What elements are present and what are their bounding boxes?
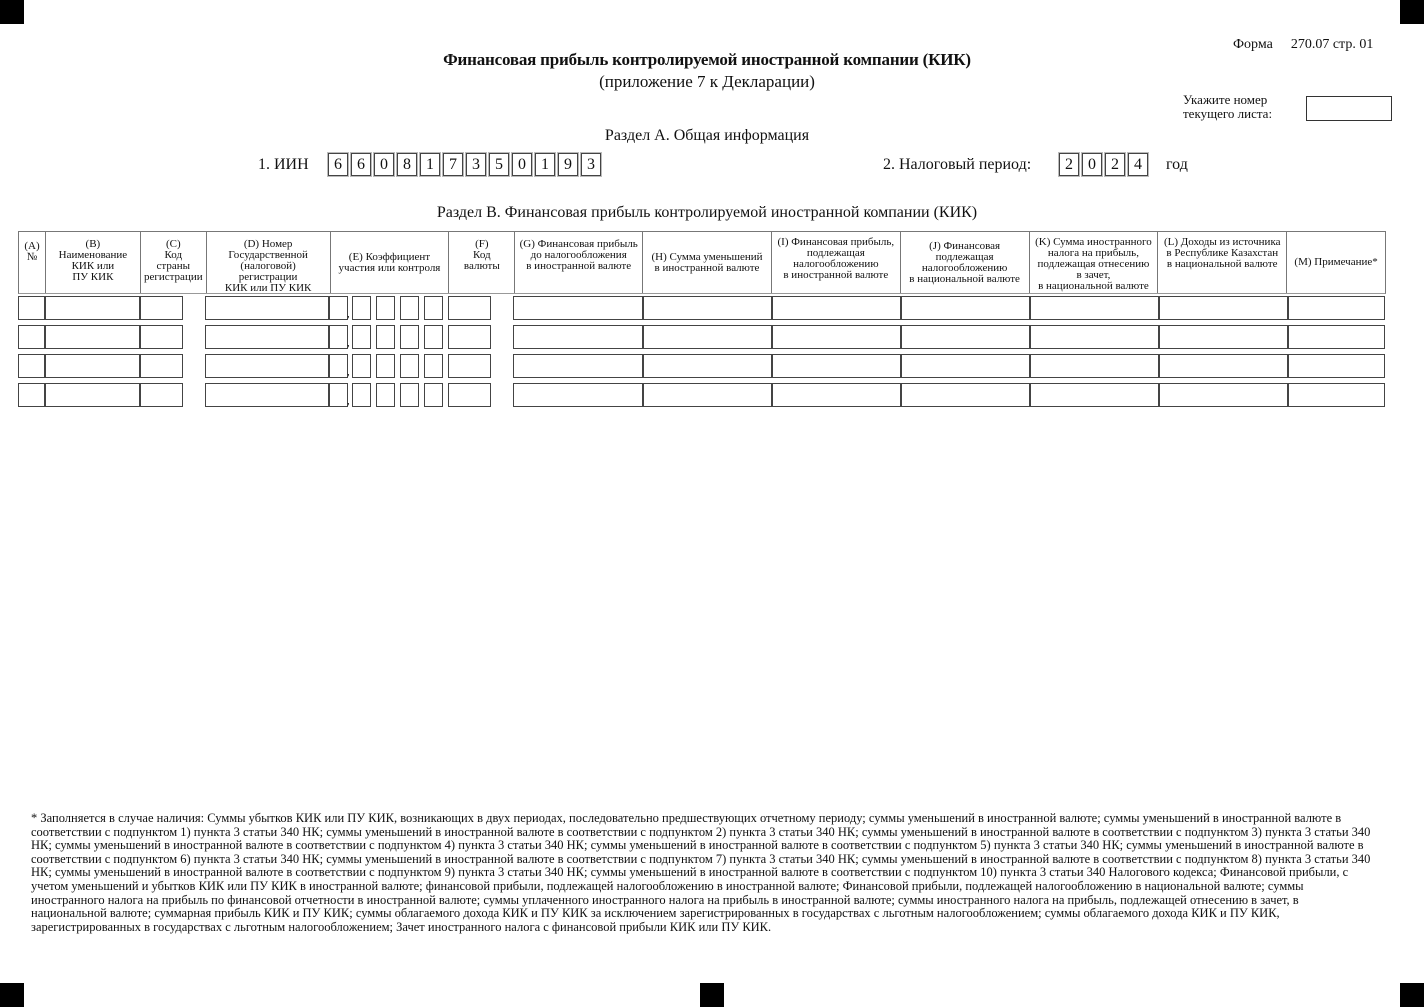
cell-e4-input[interactable] <box>424 354 443 378</box>
cell-e0-input[interactable] <box>329 296 348 320</box>
cell-k-input[interactable] <box>1030 296 1159 320</box>
cell-k-input[interactable] <box>1030 354 1159 378</box>
cell-g-input[interactable] <box>513 354 643 378</box>
cell-f-input[interactable] <box>448 325 491 349</box>
cell-d-input[interactable] <box>205 354 329 378</box>
tax-period-digit-cell[interactable]: 0 <box>1082 153 1102 176</box>
cell-c-input[interactable] <box>140 325 183 349</box>
column-header-l: (L) Доходы из источника в Республике Казахстан в национальной валюте <box>1158 232 1287 293</box>
cell-e3-input[interactable] <box>400 383 419 407</box>
tax-period-field <box>1059 153 1148 176</box>
iin-digit-cell[interactable]: 0 <box>374 153 394 176</box>
iin-field <box>328 153 601 176</box>
cell-d-input[interactable] <box>205 383 329 407</box>
iin-label: 1. ИИН <box>258 156 309 173</box>
column-header-c: (C) Код страны регистрации <box>141 232 207 293</box>
tax-period-digit-cell[interactable]: 2 <box>1105 153 1125 176</box>
section-a-title: Раздел А. Общая информация <box>604 127 810 144</box>
cell-e3-input[interactable] <box>400 296 419 320</box>
cell-e0-input[interactable] <box>329 325 348 349</box>
cell-e4-input[interactable] <box>424 383 443 407</box>
cell-e3-input[interactable] <box>400 354 419 378</box>
registration-mark-bottom-right <box>1400 983 1424 1007</box>
column-header-a: (A) № <box>19 232 46 293</box>
column-header-i: (I) Финансовая прибыль, подлежащая налогообложению в иностранной валюте <box>772 232 901 293</box>
cell-d-input[interactable] <box>205 296 329 320</box>
table-row <box>18 323 1388 352</box>
tax-period-digit-cell[interactable]: 4 <box>1128 153 1148 176</box>
cell-g-input[interactable] <box>513 383 643 407</box>
cell-g-input[interactable] <box>513 296 643 320</box>
iin-digit-cell[interactable]: 3 <box>581 153 601 176</box>
tax-period-digit-cell[interactable]: 2 <box>1059 153 1079 176</box>
iin-digit-cell[interactable]: 9 <box>558 153 578 176</box>
cell-m-input[interactable] <box>1288 354 1385 378</box>
cell-i-input[interactable] <box>772 354 901 378</box>
cell-h-input[interactable] <box>643 354 772 378</box>
cell-e2-input[interactable] <box>376 383 395 407</box>
decimal-separator: , <box>347 337 350 349</box>
tax-period-label: 2. Налоговый период: <box>883 156 1032 173</box>
cell-j-input[interactable] <box>901 296 1030 320</box>
cell-c-input[interactable] <box>140 383 183 407</box>
cell-c-input[interactable] <box>140 296 183 320</box>
column-header-e: (E) Коэффициент участия или контроля <box>331 232 450 293</box>
cell-f-input[interactable] <box>448 296 491 320</box>
cell-b-input[interactable] <box>45 354 140 378</box>
table-row <box>18 381 1388 410</box>
cell-m-input[interactable] <box>1288 325 1385 349</box>
cell-h-input[interactable] <box>643 296 772 320</box>
cell-e1-input[interactable] <box>352 296 371 320</box>
cell-m-input[interactable] <box>1288 383 1385 407</box>
sheet-number-field[interactable] <box>1306 96 1392 121</box>
iin-digit-cell[interactable]: 3 <box>466 153 486 176</box>
cell-a-input[interactable] <box>18 325 45 349</box>
cell-e1-input[interactable] <box>352 325 371 349</box>
cell-j-input[interactable] <box>901 383 1030 407</box>
tax-period-suffix: год <box>1166 156 1188 173</box>
cell-l-input[interactable] <box>1159 325 1288 349</box>
cell-d-input[interactable] <box>205 325 329 349</box>
column-header-h: (H) Сумма уменьшений в иностранной валюте <box>643 232 772 293</box>
cell-e0-input[interactable] <box>329 354 348 378</box>
page-subtitle: (приложение 7 к Декларации) <box>599 72 815 91</box>
iin-digit-cell[interactable]: 5 <box>489 153 509 176</box>
cell-e4-input[interactable] <box>424 325 443 349</box>
table-header <box>18 231 1386 294</box>
column-header-f: (F) Код валюты <box>449 232 515 293</box>
cell-c-input[interactable] <box>140 354 183 378</box>
iin-digit-cell[interactable]: 6 <box>351 153 371 176</box>
cell-g-input[interactable] <box>513 325 643 349</box>
section-b-title: Раздел В. Финансовая прибыль контролируемой иностранной компании (КИК) <box>436 204 978 221</box>
form-label: Форма <box>1233 37 1273 52</box>
cell-e0-input[interactable] <box>329 383 348 407</box>
cell-j-input[interactable] <box>901 354 1030 378</box>
cell-f-input[interactable] <box>448 354 491 378</box>
cell-e4-input[interactable] <box>424 296 443 320</box>
iin-digit-cell[interactable]: 1 <box>420 153 440 176</box>
cell-e1-input[interactable] <box>352 383 371 407</box>
cell-a-input[interactable] <box>18 296 45 320</box>
iin-digit-cell[interactable]: 1 <box>535 153 555 176</box>
registration-mark-bottom-left <box>0 983 24 1007</box>
column-header-b: (B) Наименование КИК или ПУ КИК <box>46 232 141 293</box>
cell-i-input[interactable] <box>772 296 901 320</box>
registration-mark-top-right <box>1400 0 1424 24</box>
cell-m-input[interactable] <box>1288 296 1385 320</box>
column-header-d: (D) Номер Государственной (налоговой) регистрации КИК или ПУ КИК <box>207 232 331 293</box>
cell-h-input[interactable] <box>643 325 772 349</box>
column-header-k: (K) Сумма иностранного налога на прибыль, подлежащая отнесению в зачет, в национальной валюте <box>1030 232 1159 293</box>
footnote: * Заполняется в случае наличия: Суммы убытков КИК или ПУ КИК, возникающих в двух периодах, последовательно предшествующих отчетному периоду; суммы уменьшений в иностранной валюте; суммы уменьшений в иностранной валюте в соответствии с подпунктом 1) пункта 3 статьи 340 НК; суммы уменьшений в иностранной валюте в соответствии с подпунктом 2) пункта 3 статьи 340 НК; суммы уменьшений в иностранной валюте в соответствии с подпунктом 3) пункта 3 статьи 340 НК; суммы уменьшений в иностранной валюте в соответствии с подпунктом 4) пункта 3 статьи 340 НК; суммы уменьшений в иностранной валюте в соответствии с подпунктом 5) пункта 3 статьи 340 НК; суммы уменьшений в иностранной валюте в соответствии с подпунктом 6) пункта 3 статьи 340 НК; суммы уменьшений в иностранной валюте в соответствии с подпунктом 7) пункта 3 статьи 340 НК; суммы уменьшений в иностранной валюте в соответствии с подпунктом 8) пункта 3 статьи 340 НК; суммы уменьшений в иностранной валюте в соответствии с подпунктом 9) пункта 3 статьи 340 НК; суммы уменьшений в иностранной валюте в соответствии с подпунктом 10) пункта 3 статьи 340 Налогового кодекса; Финансовой прибыли, с учетом уменьшений и убытков КИК или ПУ КИК в иностранной валюте; финансовой прибыли, подлежащей налогообложению в иностранной валюте; Финансовой прибыли, подлежащей налогообложению в национальной валюте; суммы иностранного налога на прибыль по финансовой отчетности в иностранной валюте; суммы уплаченного иностранного налога на прибыль в иностранной валюте; суммы иностранного налога на прибыль, подлежащей отнесению в зачет, в национальной валюте; суммарная прибыль КИК и ПУ КИК; суммы облагаемого дохода КИК и ПУ КИК за исключением зарегистрированных в государствах с льготным налогообложением; суммы облагаемого дохода КИК и ПУ КИК, зарегистрированных в государствах с льготным налогообложением; Зачет иностранного налога с финансовой прибыли КИК или ПУ КИК. <box>31 811 1371 934</box>
table-body <box>18 294 1388 410</box>
cell-i-input[interactable] <box>772 325 901 349</box>
cell-h-input[interactable] <box>643 383 772 407</box>
cell-b-input[interactable] <box>45 296 140 320</box>
cell-l-input[interactable] <box>1159 383 1288 407</box>
cell-a-input[interactable] <box>18 383 45 407</box>
table-row <box>18 352 1388 381</box>
decimal-separator: , <box>347 366 350 378</box>
decimal-separator: , <box>347 308 350 320</box>
cell-e2-input[interactable] <box>376 296 395 320</box>
cell-i-input[interactable] <box>772 383 901 407</box>
cell-l-input[interactable] <box>1159 296 1288 320</box>
cell-e2-input[interactable] <box>376 354 395 378</box>
table-row <box>18 294 1388 323</box>
cell-f-input[interactable] <box>448 383 491 407</box>
column-header-j: (J) Финансовая подлежащая налогообложению в национальной валюте <box>901 232 1030 293</box>
column-header-g: (G) Финансовая прибыль до налогообложения в иностранной валюте <box>515 232 643 293</box>
page-title: Финансовая прибыль контролируемой иностранной компании (КИК) <box>443 50 971 69</box>
sheet-number-label: Укажите номер текущего листа: <box>1183 92 1273 121</box>
cell-b-input[interactable] <box>45 383 140 407</box>
decimal-separator: , <box>347 395 350 407</box>
cell-b-input[interactable] <box>45 325 140 349</box>
cell-e3-input[interactable] <box>400 325 419 349</box>
cell-a-input[interactable] <box>18 354 45 378</box>
iin-digit-cell[interactable]: 6 <box>328 153 348 176</box>
cell-e1-input[interactable] <box>352 354 371 378</box>
iin-digit-cell[interactable]: 7 <box>443 153 463 176</box>
iin-digit-cell[interactable]: 0 <box>512 153 532 176</box>
cell-k-input[interactable] <box>1030 325 1159 349</box>
form-number: 270.07 стр. 01 <box>1290 37 1374 52</box>
cell-l-input[interactable] <box>1159 354 1288 378</box>
cell-j-input[interactable] <box>901 325 1030 349</box>
cell-e2-input[interactable] <box>376 325 395 349</box>
cell-k-input[interactable] <box>1030 383 1159 407</box>
iin-digit-cell[interactable]: 8 <box>397 153 417 176</box>
registration-mark-bottom-center <box>700 983 724 1007</box>
column-header-m: (M) Примечание* <box>1294 256 1378 268</box>
registration-mark-top-left <box>0 0 24 24</box>
